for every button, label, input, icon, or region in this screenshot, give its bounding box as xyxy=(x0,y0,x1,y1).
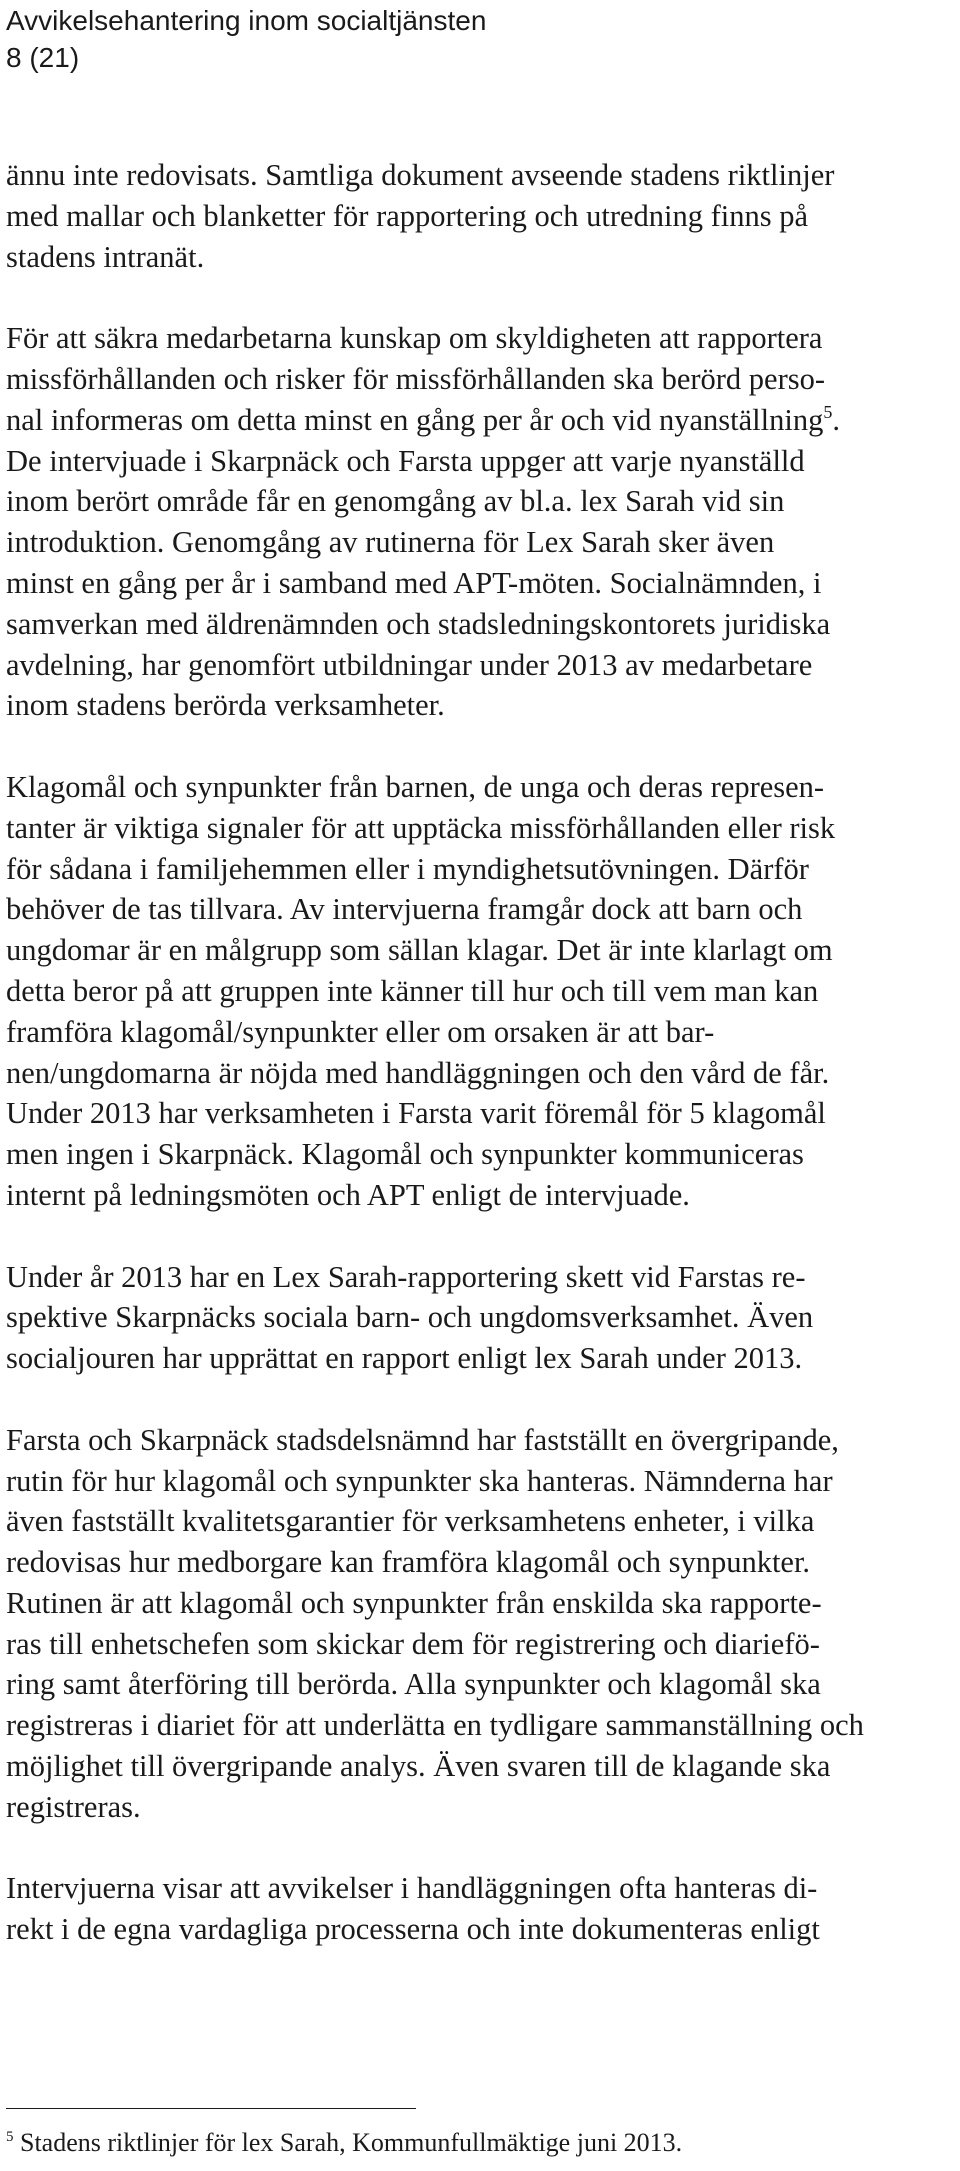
text-line: även fastställt kvalitetsgarantier för verksamhetens enheter, i vilka xyxy=(6,1504,815,1539)
footnote xyxy=(6,2126,682,2160)
text-line: rekt i de egna vardagliga processerna och inte dokumenteras enligt xyxy=(6,1912,820,1947)
text-line: minst en gång per år i samband med APT-möten. Socialnämnden, i xyxy=(6,565,822,600)
text-line: spektive Skarpnäcks sociala barn- och ungdomsverksamhet. Även xyxy=(6,1300,814,1335)
text-line: inom berört område får en genomgång av bl.a. lex Sarah vid sin xyxy=(6,484,785,519)
text-line: med mallar och blanketter för rapportering och utredning finns på xyxy=(6,198,809,233)
sentence-period: . xyxy=(832,402,840,437)
text-line: detta beror på att gruppen inte känner till hur och till vem man kan xyxy=(6,973,819,1008)
text-line: rutin för hur klagomål och synpunkter ska hanteras. Nämnderna har xyxy=(6,1463,833,1498)
text-line: möjlighet till övergripande analys. Även svaren till de klagande ska xyxy=(6,1749,831,1784)
text-line: Under år 2013 har en Lex Sarah-rapportering skett vid Farstas re- xyxy=(6,1259,806,1294)
text-line: redovisas hur medborgare kan framföra klagomål och synpunkter. xyxy=(6,1545,811,1580)
footnote-number: 5 xyxy=(6,2129,14,2145)
page-header xyxy=(6,2,486,76)
text-line: Intervjuerna visar att avvikelser i handläggningen ofta hanteras di- xyxy=(6,1871,818,1906)
paragraph xyxy=(6,155,941,277)
text-line: ungdomar är en målgrupp som sällan klagar. Det är inte klarlagt om xyxy=(6,933,833,968)
text-line: ring samt återföring till berörda. Alla synpunkter och klagomål ska xyxy=(6,1667,821,1702)
text-line: Rutinen är att klagomål och synpunkter från enskilda ska rapporte- xyxy=(6,1585,822,1620)
text-line: inom stadens berörda verksamheter. xyxy=(6,688,445,723)
text-line: tanter är viktiga signaler för att upptäcka missförhållanden eller risk xyxy=(6,810,836,845)
text-line: behöver de tas tillvara. Av intervjuerna framgår dock att barn och xyxy=(6,892,803,927)
text-line: registreras. xyxy=(6,1789,141,1824)
text-line: Farsta och Skarpnäck stadsdelsnämnd har fastställt en övergripande, xyxy=(6,1422,839,1457)
page-number: 8 (21) xyxy=(6,42,80,73)
text-line: introduktion. Genomgång av rutinerna för Lex Sarah sker även xyxy=(6,525,775,560)
text-line: missförhållanden och risker för missförhållanden ska berörd perso- xyxy=(6,361,826,396)
footnote-reference[interactable]: 5 xyxy=(823,401,833,422)
paragraph xyxy=(6,767,941,1216)
document-title: Avvikelsehantering inom socialtjänsten xyxy=(6,5,487,36)
paragraph xyxy=(6,1420,941,1828)
text-line: internt på ledningsmöten och APT enligt de intervjuade. xyxy=(6,1177,690,1212)
text-line: ras till enhetschefen som skickar dem för registrering och diariefö- xyxy=(6,1626,820,1661)
text-line: samverkan med äldrenämnden och stadsledningskontorets juridiska xyxy=(6,606,831,641)
footnote-text: Stadens riktlinjer för lex Sarah, Kommunfullmäktige juni 2013. xyxy=(20,2128,683,2157)
body-text xyxy=(6,155,941,1991)
text-line: socialjouren har upprättat en rapport enligt lex Sarah under 2013. xyxy=(6,1341,803,1376)
text-line: För att säkra medarbetarna kunskap om skyldigheten att rapportera xyxy=(6,321,823,356)
text-line: De intervjuade i Skarpnäck och Farsta uppger att varje nyanställd xyxy=(6,443,805,478)
footnote-separator xyxy=(6,2108,416,2109)
paragraph xyxy=(6,1868,941,1950)
text-line: nen/ungdomarna är nöjda med handläggningen och den vård de får. xyxy=(6,1055,830,1090)
text-line: för sådana i familjehemmen eller i myndighetsutövningen. Därför xyxy=(6,851,809,886)
text-line: nal informeras om detta minst en gång per år och vid nyanställning xyxy=(6,402,824,437)
text-line: men ingen i Skarpnäck. Klagomål och synpunkter kommuniceras xyxy=(6,1137,804,1172)
paragraph xyxy=(6,1257,941,1379)
text-line: avdelning, har genomfört utbildningar under 2013 av medarbetare xyxy=(6,647,813,682)
text-line: ännu inte redovisats. Samtliga dokument avseende stadens riktlinjer xyxy=(6,158,835,192)
text-line: Under 2013 har verksamheten i Farsta varit föremål för 5 klagomål xyxy=(6,1096,826,1131)
paragraph xyxy=(6,318,941,726)
text-line: stadens intranät. xyxy=(6,239,205,274)
text-line: Klagomål och synpunkter från barnen, de unga och deras represen- xyxy=(6,769,825,804)
text-line: framföra klagomål/synpunkter eller om orsaken är att bar- xyxy=(6,1014,715,1049)
text-line: registreras i diariet för att underlätta en tydligare sammanställning och xyxy=(6,1708,864,1743)
text-line-with-footnote xyxy=(6,400,941,441)
